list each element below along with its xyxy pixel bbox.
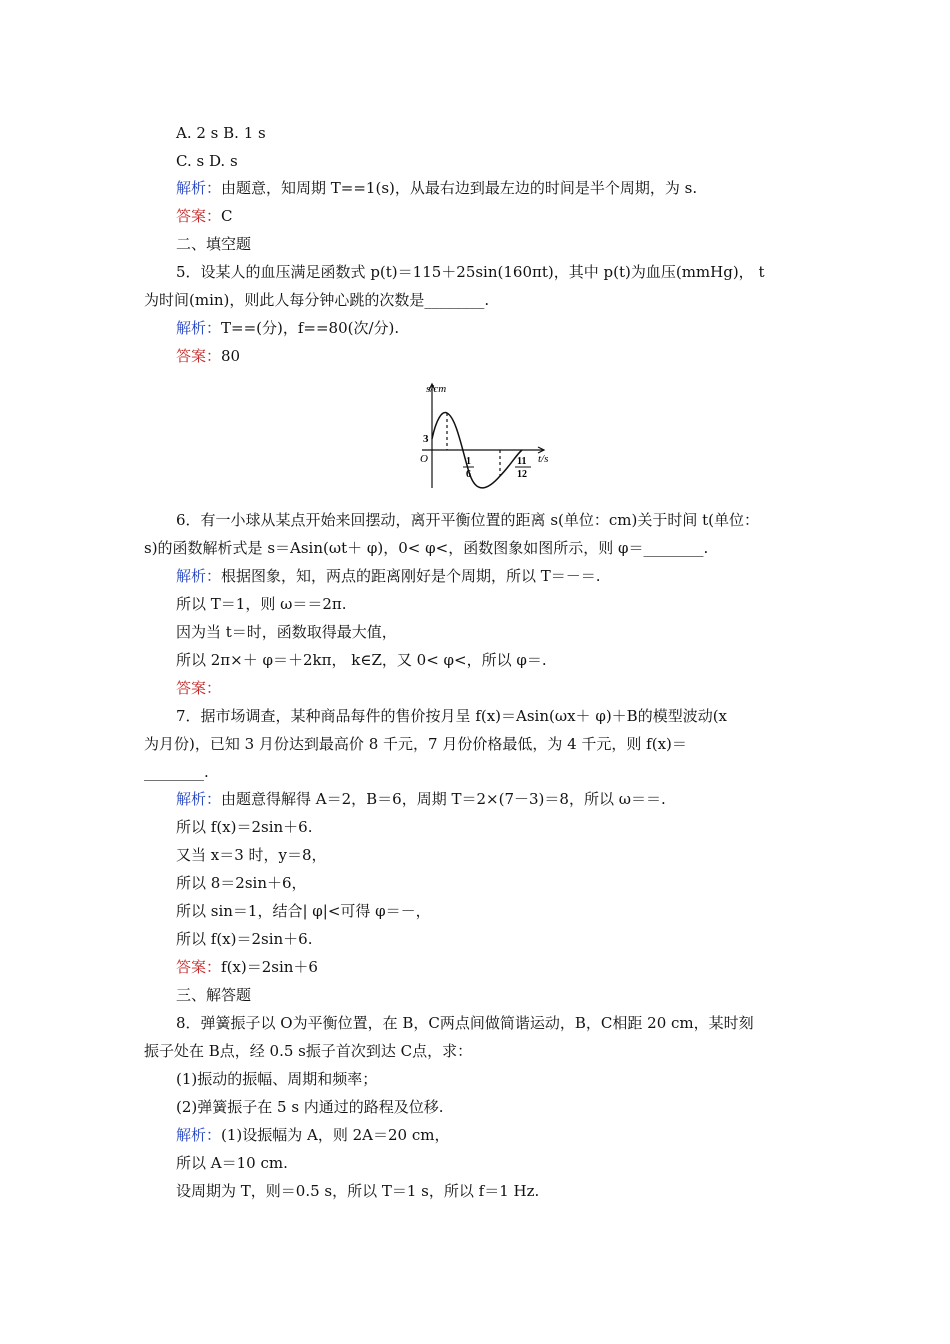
q6-solution-line4: 所以 2π×＋ φ＝＋2kπ， k∈Z，又 0< φ<，所以 φ＝. [176,651,547,669]
q7-solution-line1: 解析：由题意得解得 A＝2，B＝6，周期 T＝2×(7－3)＝8，所以 ω＝＝. [176,790,666,808]
q8-part-2: (2)弹簧振子在 5 s 内通过的路程及位移. [176,1098,444,1116]
q7-solution-line5: 所以 sin＝1，结合| φ|<可得 φ＝－， [176,902,431,920]
q8-solution-line2: 所以 A＝10 cm. [176,1154,288,1172]
q7-solution-line2: 所以 f(x)＝2sin＋6. [176,818,313,836]
q7-answer: 答案：f(x)＝2sin＋6 [176,958,318,976]
q8-part-1: (1)振动的振幅、周期和频率； [176,1070,378,1088]
q7-stem-line3: ________. [144,763,209,781]
q6-solution-line2: 所以 T＝1，则 ω＝＝2π. [176,595,347,613]
y-axis-label: s/cm [426,383,447,395]
q5-answer: 答案：80 [176,347,241,365]
q4-solution: 解析：由题意，知周期 T==1(s)，从最右边到最左边的时间是半个周期，为 s. [176,179,698,197]
q6-stem-line1: 6．有一小球从某点开始来回摆动，离开平衡位置的距离 s(单位：cm)关于时间 t(单位： [176,511,759,529]
section-heading-fill-in: 二、填空题 [176,235,252,253]
x-tick-1-denominator: 6 [466,469,471,480]
section-heading-solve: 三、解答题 [176,986,252,1004]
q6-solution-line3: 因为当 t＝时，函数取得最大值， [176,623,397,641]
x-axis-label: t/s [538,453,549,465]
q4-answer: 答案：C [176,207,233,225]
q7-stem-line2: 为月份)，已知 3 月份达到最高价 8 千元，7 月份价格最低，为 4 千元，则 f(x)＝ [144,735,687,753]
q4-options-cd: C. s D. s [176,152,238,170]
q5-stem-line1: 5．设某人的血压满足函数式 p(t)＝115＋25sin(160πt)，其中 p(t)为血压(mmHg)， t [176,263,765,281]
sine-graph-figure [420,380,560,495]
x-tick-2-denominator: 12 [517,469,527,480]
x-tick-2-numerator: 11 [517,456,527,467]
q8-solution-line1: 解析：(1)设振幅为 A，则 2A＝20 cm， [176,1126,450,1144]
q5-stem-line2: 为时间(min)，则此人每分钟心跳的次数是________. [144,291,490,309]
q6-answer: 答案： [176,679,222,697]
q7-solution-line4: 所以 8＝2sin＋6， [176,874,307,892]
q7-solution-line6: 所以 f(x)＝2sin＋6. [176,930,313,948]
q7-stem-line1: 7．据市场调查，某种商品每件的售价按月呈 f(x)＝Asin(ωx＋ φ)＋B的模型波动(x [176,707,728,725]
q8-stem-line2: 振子处在 B点，经 0.5 s振子首次到达 C点，求： [144,1042,473,1060]
q6-stem-line2: s)的函数解析式是 s＝Asin(ωt＋ φ)，0< φ<，函数图象如图所示，则 φ＝________. [144,539,709,557]
q8-solution-line3: 设周期为 T，则＝0.5 s，所以 T＝1 s，所以 f＝1 Hz. [176,1182,540,1200]
x-tick-1-numerator: 1 [466,456,471,467]
q7-solution-line3: 又当 x＝3 时，y＝8， [176,846,327,864]
q6-solution-line1: 解析：根据图象，知，两点的距离刚好是个周期，所以 T＝－＝. [176,567,601,585]
q5-solution: 解析：T==(分)，f==80(次/分). [176,319,400,337]
origin-label: O [420,453,428,465]
q8-stem-line1: 8．弹簧振子以 O为平衡位置，在 B，C两点间做简谐运动，B，C相距 20 cm，某时刻 [176,1014,754,1032]
q4-options-ab: A. 2 s B. 1 s [176,124,266,142]
y-tick-label: 3 [423,433,429,445]
